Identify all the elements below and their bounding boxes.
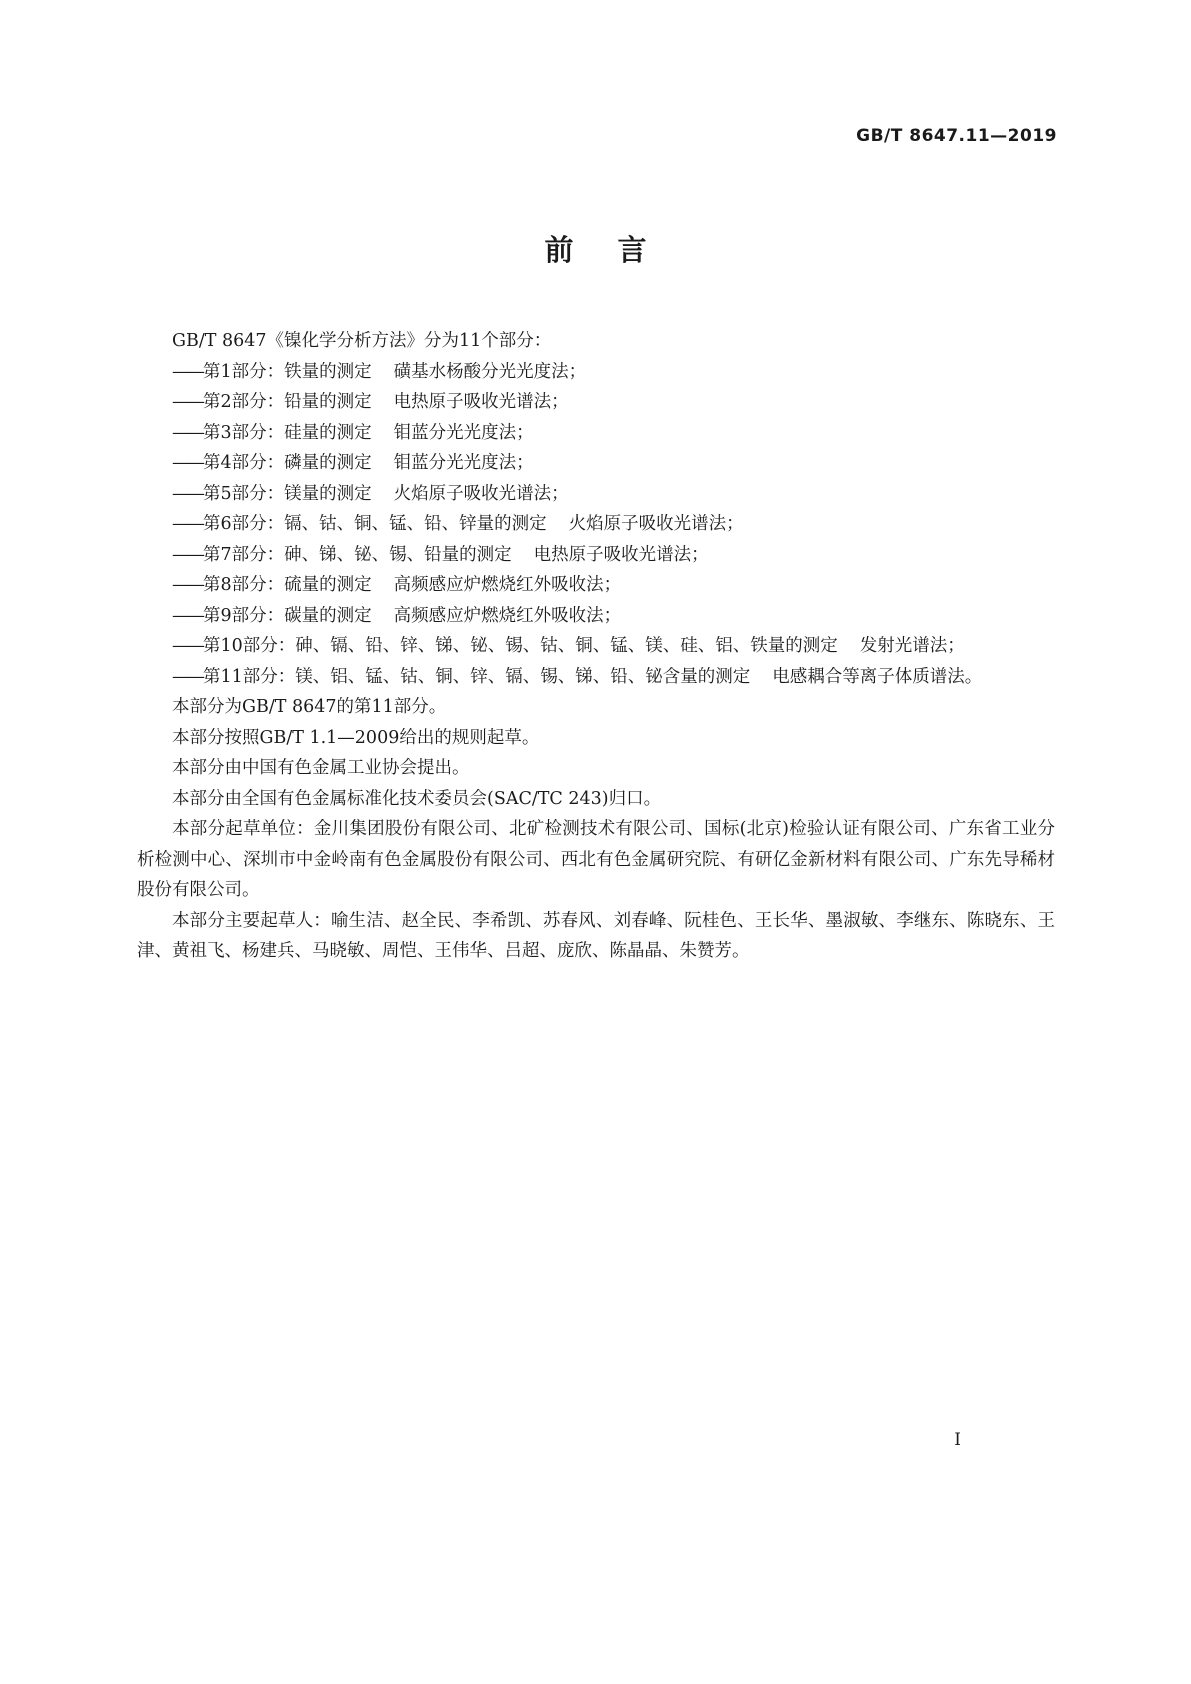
part-method: 磺基水杨酸分光光度法； — [393, 361, 587, 382]
em-dash: —— — [172, 453, 203, 473]
foreword-body — [137, 326, 1055, 967]
part-method: 钼蓝分光光度法； — [393, 453, 534, 473]
drafting-units-paragraph: 本部分起草单位：金川集团股份有限公司、北矿检测技术有限公司、国标(北京)检验认证有限公司、广东省工业分析检测中心、深圳市中金岭南有色金属股份有限公司、西北有色金属研究院、有研亿金新材料有限公司、广东先导稀材股份有限公司。 — [137, 819, 1055, 900]
em-dash: —— — [172, 514, 203, 534]
part-item-4 — [137, 448, 1055, 479]
part-label: 第10部分：砷、镉、铅、锌、锑、铋、锡、钴、铜、锰、镁、硅、铝、铁量的测定 — [203, 636, 838, 656]
em-dash: —— — [172, 392, 203, 412]
em-dash: —— — [172, 544, 203, 565]
page-number: I — [954, 1430, 961, 1450]
part-method: 高频感应炉燃烧红外吸收法； — [393, 605, 622, 626]
part-item-1 — [137, 357, 1055, 388]
part-item-10 — [137, 631, 1055, 662]
em-dash: —— — [172, 666, 203, 687]
title-char-1: 前 — [544, 233, 574, 267]
part-item-5 — [137, 479, 1055, 510]
part-of-paragraph: 本部分为GB/T 8647的第11部分。 — [172, 697, 447, 717]
centralized-by-paragraph: 本部分由全国有色金属标准化技术委员会(SAC/TC 243)归口。 — [172, 788, 662, 809]
proposed-by-paragraph: 本部分由中国有色金属工业协会提出。 — [172, 758, 470, 778]
page-title — [0, 228, 1191, 269]
em-dash: —— — [172, 361, 203, 382]
intro-paragraph: GB/T 8647《镍化学分析方法》分为11个部分： — [172, 331, 552, 351]
drafting-rules-paragraph: 本部分按照GB/T 1.1—2009给出的规则起草。 — [172, 727, 540, 748]
em-dash: —— — [172, 575, 203, 595]
parts-list — [137, 357, 1055, 693]
part-method: 火焰原子吸收光谱法； — [393, 483, 569, 504]
standard-code: GB/T 8647.11—2019 — [856, 126, 1057, 146]
part-label: 第2部分：铅量的测定 — [203, 392, 372, 412]
part-label: 第7部分：砷、锑、铋、锡、铅量的测定 — [203, 544, 512, 565]
part-item-2 — [137, 387, 1055, 418]
part-label: 第11部分：镁、铝、锰、钴、铜、锌、镉、锡、锑、铅、铋含量的测定 — [203, 666, 751, 687]
part-item-11 — [137, 662, 1055, 693]
em-dash: —— — [172, 483, 203, 504]
part-label: 第9部分：碳量的测定 — [203, 605, 372, 626]
part-method: 发射光谱法； — [859, 636, 965, 656]
part-item-7 — [137, 540, 1055, 571]
part-method: 钼蓝分光光度法； — [393, 422, 534, 443]
part-label: 第5部分：镁量的测定 — [203, 483, 372, 504]
title-char-2: 言 — [617, 233, 647, 267]
part-item-6 — [137, 509, 1055, 540]
part-item-9 — [137, 601, 1055, 632]
em-dash: —— — [172, 605, 203, 626]
drafters-paragraph: 本部分主要起草人：喻生洁、赵全民、李希凯、苏春风、刘春峰、阮桂色、王长华、墨淑敏、李继东、陈晓东、王津、黄祖飞、杨建兵、马晓敏、周恺、王伟华、吕超、庞欣、陈晶晶、朱赞芳。 — [137, 910, 1055, 961]
part-method: 电热原子吸收光谱法； — [393, 392, 569, 412]
part-method: 电感耦合等离子体质谱法。 — [772, 666, 983, 687]
part-method: 火焰原子吸收光谱法； — [568, 514, 744, 534]
part-label: 第4部分：磷量的测定 — [203, 453, 372, 473]
em-dash: —— — [172, 422, 203, 443]
part-label: 第3部分：硅量的测定 — [203, 422, 372, 443]
part-item-8 — [137, 570, 1055, 601]
em-dash: —— — [172, 636, 203, 656]
part-method: 高频感应炉燃烧红外吸收法； — [393, 575, 622, 595]
part-method: 电热原子吸收光谱法； — [533, 544, 709, 565]
part-item-3 — [137, 418, 1055, 449]
part-label: 第6部分：镉、钴、铜、锰、铅、锌量的测定 — [203, 514, 547, 534]
part-label: 第8部分：硫量的测定 — [203, 575, 372, 595]
part-label: 第1部分：铁量的测定 — [203, 361, 372, 382]
